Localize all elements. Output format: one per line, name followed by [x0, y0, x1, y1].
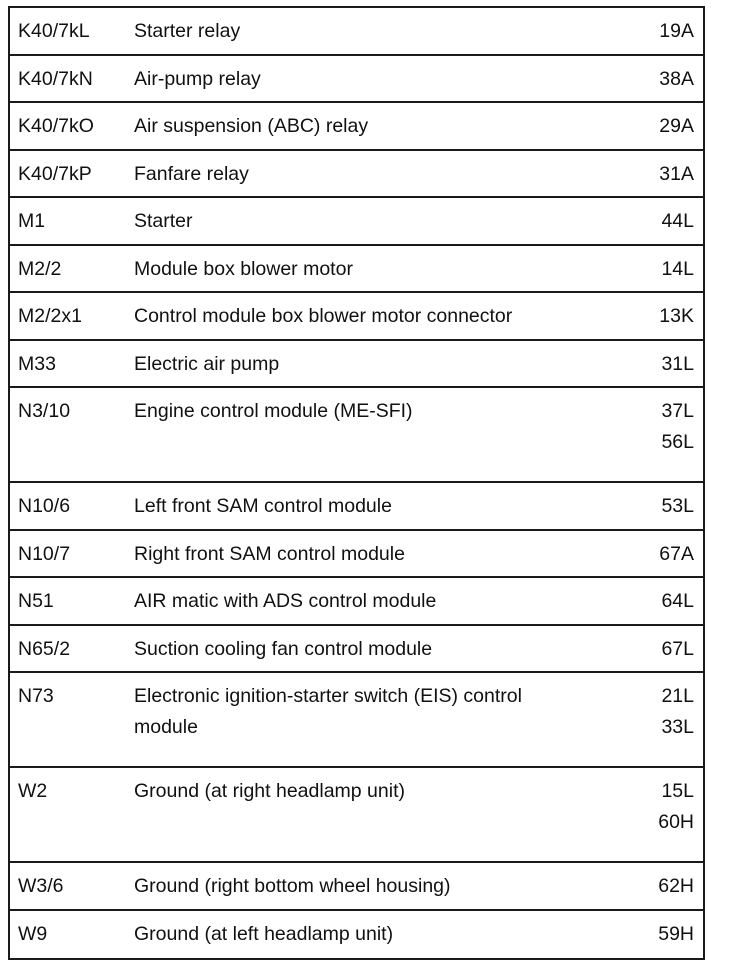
table-row: [10, 388, 703, 483]
description-line: Right front SAM control module: [134, 542, 405, 565]
grid-references: [623, 64, 703, 95]
grid-reference: 19A: [659, 20, 694, 42]
grid-references: [623, 919, 703, 950]
grid-reference: 33L: [661, 716, 694, 738]
grid-references: [623, 301, 703, 332]
description-line: Suction cooling fan control module: [134, 637, 433, 660]
component-code: M1: [18, 210, 46, 232]
component-description: [126, 919, 623, 950]
description-line: Left front SAM control module: [134, 495, 392, 517]
component-code: W9: [18, 922, 48, 945]
grid-references: [623, 491, 703, 522]
grid-references: [623, 16, 703, 47]
description-line: Electric air pump: [134, 352, 280, 375]
description-line: module: [134, 716, 198, 738]
grid-reference: 31L: [661, 352, 694, 375]
table-row: [10, 911, 703, 959]
grid-reference: 67A: [659, 542, 694, 565]
grid-reference: 59H: [658, 922, 694, 945]
table-row: [10, 483, 703, 531]
grid-references: [623, 681, 703, 743]
grid-references: [623, 206, 703, 237]
table-row: [10, 531, 703, 579]
grid-references: [623, 159, 703, 190]
grid-reference: 13K: [659, 305, 694, 327]
component-code: M33: [18, 352, 56, 375]
description-line: Starter relay: [134, 20, 241, 42]
description-line: Air suspension (ABC) relay: [134, 115, 369, 137]
grid-reference: 37L: [661, 400, 694, 422]
component-code: N51: [18, 590, 54, 612]
grid-reference: 29A: [659, 115, 694, 137]
description-line: Ground (right bottom wheel housing): [134, 875, 451, 897]
grid-references: [623, 349, 703, 380]
description-line: Electronic ignition-starter switch (EIS) control: [134, 685, 522, 707]
grid-references: [623, 634, 703, 665]
table-row: [10, 863, 703, 911]
component-description: [126, 206, 623, 237]
grid-reference: 38A: [659, 67, 694, 90]
component-description: [126, 16, 623, 47]
component-description: [126, 871, 623, 902]
component-code: K40/7kO: [18, 115, 94, 137]
component-code: W3/6: [18, 875, 64, 897]
grid-references: [623, 871, 703, 902]
component-description: [126, 159, 623, 190]
component-description: [126, 349, 623, 380]
description-line: AIR matic with ADS control module: [134, 590, 437, 612]
component-code: W2: [18, 780, 48, 802]
description-line: Control module box blower motor connector: [134, 305, 513, 327]
description-line: Ground (at left headlamp unit): [134, 922, 394, 945]
table-row: [10, 151, 703, 199]
component-code: K40/7kL: [18, 20, 90, 42]
component-description: [126, 64, 623, 95]
component-legend-table: [8, 6, 705, 960]
table-row: [10, 578, 703, 626]
component-code: N65/2: [18, 637, 71, 660]
grid-reference: 15L: [661, 780, 694, 802]
component-description: [126, 634, 623, 665]
grid-reference: 56L: [661, 431, 694, 453]
component-description: [126, 539, 623, 570]
grid-references: [623, 539, 703, 570]
grid-references: [623, 111, 703, 142]
grid-reference: 44L: [661, 210, 694, 232]
component-description: [126, 301, 623, 332]
component-code: N10/6: [18, 495, 71, 517]
component-code: K40/7kN: [18, 67, 93, 90]
description-line: Ground (at right headlamp unit): [134, 780, 405, 802]
grid-reference: 67L: [661, 637, 694, 660]
grid-reference: 62H: [658, 875, 694, 897]
component-description: [126, 586, 623, 617]
grid-references: [623, 586, 703, 617]
grid-reference: 60H: [658, 811, 694, 833]
grid-reference: 21L: [661, 685, 694, 707]
component-code: M2/2: [18, 257, 62, 280]
table-row: [10, 293, 703, 341]
grid-references: [623, 396, 703, 458]
description-line: Fanfare relay: [134, 162, 249, 185]
table-row: [10, 341, 703, 389]
component-code: N3/10: [18, 400, 71, 422]
table-row: [10, 673, 703, 768]
description-line: Engine control module (ME-SFI): [134, 400, 413, 422]
grid-reference: 31A: [659, 162, 694, 185]
grid-reference: 53L: [661, 495, 694, 517]
table-row: [10, 626, 703, 674]
table-row: [10, 198, 703, 246]
description-line: Starter: [134, 210, 193, 232]
component-description: [126, 111, 623, 142]
component-description: [126, 776, 623, 807]
component-code: N10/7: [18, 542, 71, 565]
description-line: Air-pump relay: [134, 67, 261, 90]
grid-reference: 14L: [661, 257, 694, 280]
description-line: Module box blower motor: [134, 257, 353, 280]
grid-reference: 64L: [661, 590, 694, 612]
component-code: N73: [18, 685, 54, 707]
table-row: [10, 56, 703, 104]
grid-references: [623, 776, 703, 838]
table-row: [10, 103, 703, 151]
component-description: [126, 396, 623, 427]
component-description: [126, 254, 623, 285]
grid-references: [623, 254, 703, 285]
table-row: [10, 768, 703, 863]
table-row: [10, 8, 703, 56]
component-description: [126, 681, 623, 743]
component-description: [126, 491, 623, 522]
table-row: [10, 246, 703, 294]
component-code: K40/7kP: [18, 162, 92, 185]
component-code: M2/2x1: [18, 305, 82, 327]
